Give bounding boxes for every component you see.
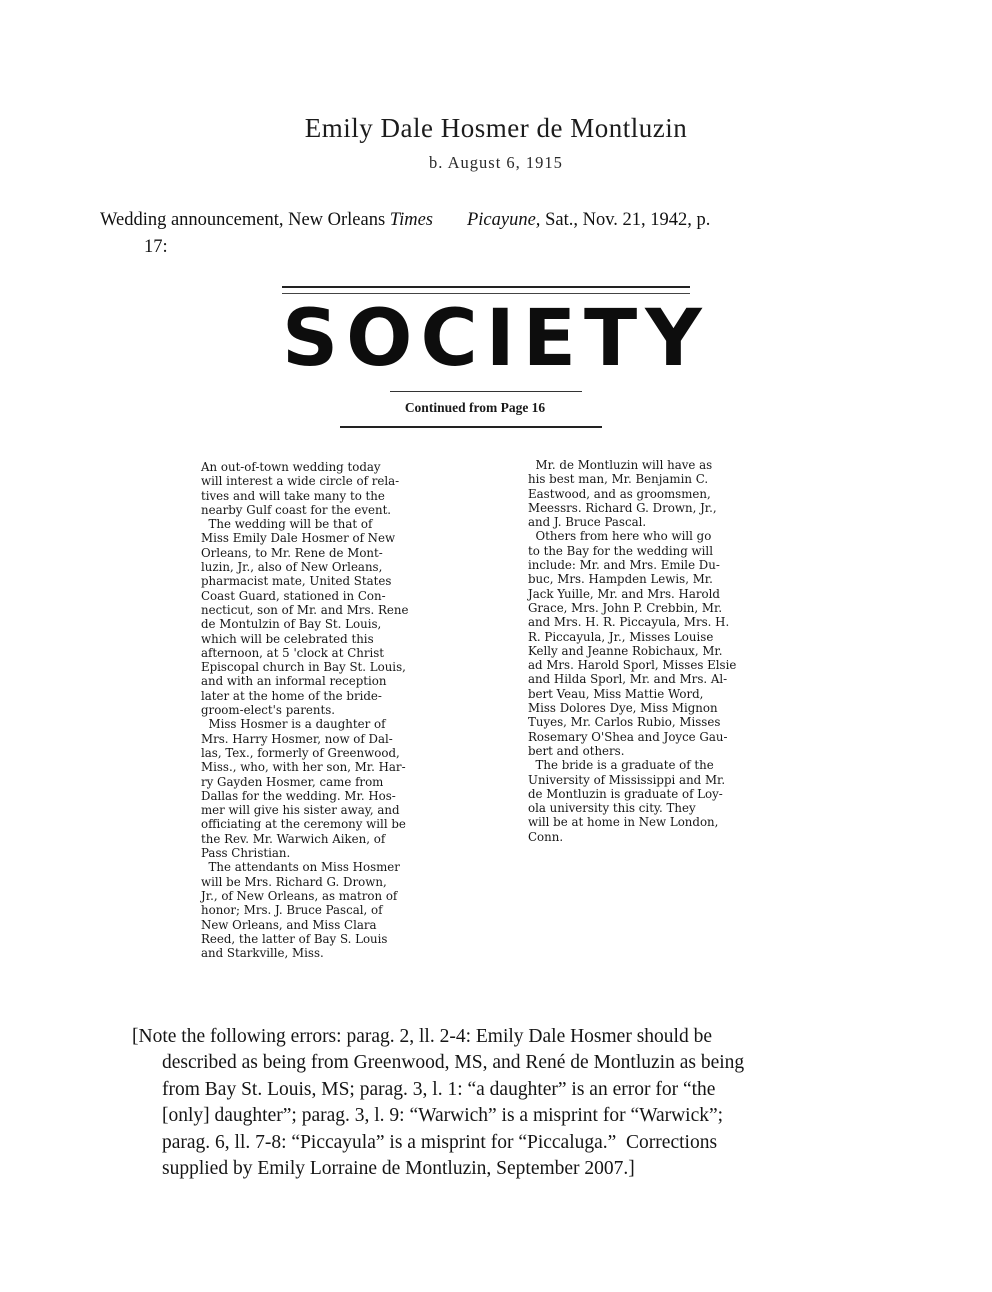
article-line: Episcopal church in Bay St. Louis, bbox=[201, 660, 406, 675]
article-line: The wedding will be that of bbox=[201, 517, 373, 532]
article-line: The bride is a graduate of the bbox=[528, 758, 714, 773]
article-line: and Starkville, Miss. bbox=[201, 946, 324, 961]
article-line: Conn. bbox=[528, 829, 564, 844]
article-line: Kelly and Jeanne Robichaux, Mr. bbox=[528, 643, 723, 658]
article-line: Orleans, to Mr. Rene de Mont- bbox=[201, 545, 383, 560]
article-line: and with an informal reception bbox=[201, 674, 387, 689]
article-line: de Montulzin of Bay St. Louis, bbox=[201, 617, 382, 632]
continued-from-label: Continued from Page 16 bbox=[404, 400, 546, 415]
note-line: parag. 6, ll. 7-8: “Piccayula” is a misprint for “Piccaluga.” Corrections bbox=[162, 1131, 718, 1153]
announcement-citation bbox=[100, 207, 880, 261]
article-line: necticut, son of Mr. and Mrs. Rene bbox=[201, 602, 409, 617]
article-line: the Rev. Mr. Warwich Aiken, of bbox=[201, 831, 386, 846]
clipping-right-column bbox=[528, 458, 778, 844]
article-line: ry Gayden Hosmer, came from bbox=[201, 774, 384, 789]
note-line: [Note the following errors: parag. 2, ll. 2-4: Emily Dale Hosmer should be bbox=[132, 1026, 712, 1047]
article-line: will be Mrs. Richard G. Drown, bbox=[201, 874, 387, 889]
note-line: described as being from Greenwood, MS, and René de Montluzin as being bbox=[162, 1052, 745, 1074]
article-line: Coast Guard, stationed in Con- bbox=[201, 588, 386, 603]
article-line: Rosemary O'Shea and Joyce Gau- bbox=[528, 729, 728, 744]
article-line: and J. Bruce Pascal. bbox=[528, 515, 647, 530]
article-line: Miss., who, with her son, Mr. Har- bbox=[201, 760, 406, 775]
article-line: Jr., of New Orleans, as matron of bbox=[201, 888, 398, 903]
article-line: luzin, Jr., also of New Orleans, bbox=[201, 560, 383, 575]
article-line: bert and others. bbox=[528, 743, 625, 758]
article-line: honor; Mrs. J. Bruce Pascal, of bbox=[201, 903, 383, 918]
article-line: The attendants on Miss Hosmer bbox=[201, 860, 400, 875]
article-line: Others from here who will go bbox=[528, 529, 712, 544]
article-line: his best man, Mr. Benjamin C. bbox=[528, 472, 709, 487]
article-line: include: Mr. and Mrs. Emile Du- bbox=[528, 558, 720, 573]
article-line: Grace, Mrs. John P. Crebbin, Mr. bbox=[528, 600, 723, 615]
article-line: University of Mississippi and Mr. bbox=[528, 772, 726, 787]
correction-note bbox=[132, 1024, 872, 1182]
article-line: tives and will take many to the bbox=[201, 488, 385, 503]
article-line: which will be celebrated this bbox=[201, 631, 374, 646]
article-line: Miss Emily Dale Hosmer of New bbox=[201, 531, 396, 546]
article-line: ola university this city. They bbox=[528, 801, 696, 816]
article-line: Reed, the latter of Bay S. Louis bbox=[201, 931, 388, 946]
article-line: will be at home in New London, bbox=[528, 815, 719, 830]
article-line: nearby Gulf coast for the event. bbox=[201, 502, 392, 517]
article-line: later at the home of the bride- bbox=[201, 688, 382, 703]
article-line: officiating at the ceremony will be bbox=[201, 817, 406, 832]
article-line: Miss Dolores Dye, Miss Mignon bbox=[528, 701, 718, 716]
article-line: Mr. de Montluzin will have as bbox=[528, 458, 713, 472]
article-line: las, Tex., formerly of Greenwood, bbox=[201, 745, 400, 760]
article-line: de Montluzin is graduate of Loy- bbox=[528, 786, 723, 801]
article-line: New Orleans, and Miss Clara bbox=[201, 917, 377, 932]
article-line: Dallas for the wedding. Mr. Hos- bbox=[201, 788, 396, 803]
article-line: Meessrs. Richard G. Drown, Jr., bbox=[528, 500, 717, 515]
article-line: Tuyes, Mr. Carlos Rubio, Misses bbox=[528, 715, 721, 730]
article-line: to the Bay for the wedding will bbox=[528, 543, 713, 558]
citation-paper-picayune: Picayune, bbox=[466, 210, 541, 230]
note-line: from Bay St. Louis, MS; parag. 3, l. 1: “a daughter” is an error for “the bbox=[162, 1078, 716, 1100]
citation-prefix: Wedding announcement, New Orleans bbox=[100, 210, 386, 230]
article-line: buc, Mrs. Hampden Lewis, Mr. bbox=[528, 572, 713, 587]
article-line: will interest a wide circle of rela- bbox=[201, 474, 400, 489]
clipping-left-column bbox=[201, 460, 446, 960]
article-line: Jack Yuille, Mr. and Mrs. Harold bbox=[528, 586, 720, 601]
article-line: pharmacist mate, United States bbox=[201, 574, 392, 589]
article-line: ad Mrs. Harold Sporl, Misses Elsie bbox=[528, 658, 737, 673]
article-line: and Hilda Sporl, Mr. and Mrs. Al- bbox=[528, 672, 728, 687]
birth-date: b. August 6, 1915 bbox=[429, 153, 563, 172]
citation-date: Sat., Nov. 21, 1942, p. bbox=[545, 210, 711, 230]
article-line: afternoon, at 5 'clock at Christ bbox=[201, 645, 385, 660]
note-line: supplied by Emily Lorraine de Montluzin, September 2007.] bbox=[162, 1158, 635, 1180]
article-line: R. Piccayula, Jr., Misses Louise bbox=[528, 629, 714, 644]
masthead-rule-middle bbox=[390, 391, 582, 392]
citation-paper-times: Times bbox=[389, 210, 433, 230]
article-line: Mrs. Harry Hosmer, now of Dal- bbox=[201, 731, 393, 746]
article-line: mer will give his sister away, and bbox=[201, 803, 400, 818]
society-masthead: SOCIETY bbox=[282, 294, 710, 384]
article-line: An out-of-town wedding today bbox=[201, 460, 381, 474]
masthead-rule-bottom bbox=[340, 426, 602, 428]
article-line: Pass Christian. bbox=[201, 846, 291, 861]
article-line: groom-elect's parents. bbox=[201, 703, 336, 718]
citation-page: 17: bbox=[144, 237, 168, 257]
article-line: and Mrs. H. R. Piccayula, Mrs. H. bbox=[528, 615, 730, 630]
page-title: Emily Dale Hosmer de Montluzin bbox=[304, 113, 688, 143]
article-line: Miss Hosmer is a daughter of bbox=[201, 717, 386, 732]
article-line: Eastwood, and as groomsmen, bbox=[528, 486, 711, 501]
note-line: [only] daughter”; parag. 3, l. 9: “Warwich” is a misprint for “Warwick”; bbox=[162, 1105, 724, 1127]
article-line: bert Veau, Miss Mattie Word, bbox=[528, 686, 704, 701]
